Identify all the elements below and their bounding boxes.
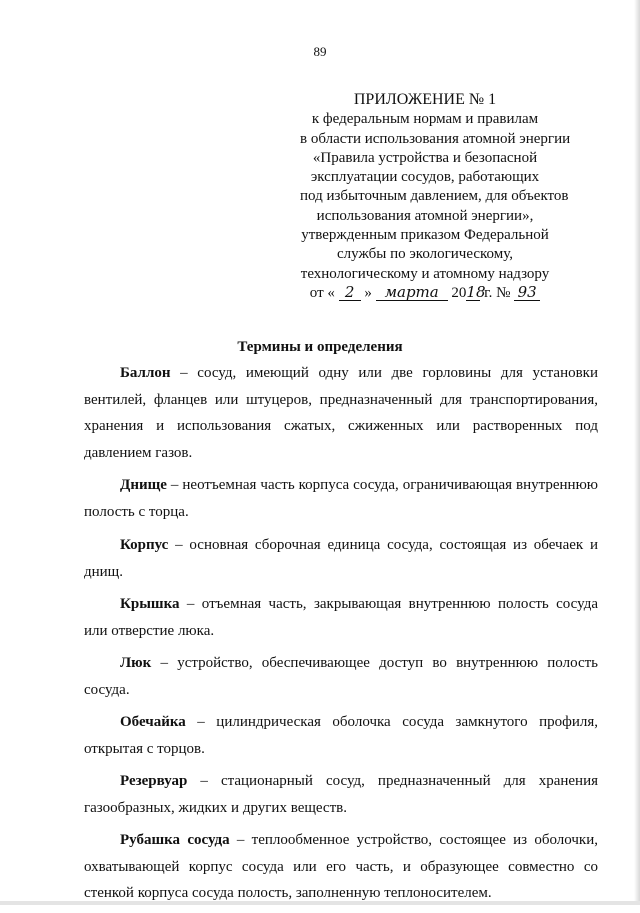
term-text: – сосуд, имеющий одну или две горловины для установки вентилей, фланцев или штуцеров, предназначенный для транспортирования, хранения и использования сжатых, сжиженных или растворенных под давлением газов. (84, 365, 598, 461)
term-text: – отъемная часть, закрывающая внутреннюю полость сосуда или отверстие люка. (84, 596, 598, 639)
order-year-after: г. № (484, 284, 511, 301)
order-prefix: от « (309, 284, 335, 301)
appendix-line: технологическому и атомному надзору (300, 265, 550, 282)
term-name: Корпус (120, 537, 169, 553)
term-text: – неотъемная часть корпуса сосуда, ограничивающая внутреннюю полость с торца. (84, 477, 598, 520)
page-number: 89 (313, 44, 327, 59)
term-name: Баллон (120, 365, 171, 381)
appendix-header (300, 90, 571, 303)
term-definition (84, 472, 598, 525)
term-name: Рубашка сосуда (120, 832, 230, 848)
appendix-title: ПРИЛОЖЕНИЕ № 1 (353, 91, 497, 108)
appendix-line: в области использования атомной энергии (300, 130, 571, 147)
term-definition (84, 591, 598, 644)
term-definition (84, 827, 598, 907)
term-text: – теплообменное устройство, состоящее из оболочки, охватывающей корпус сосуда или его часть, и образующее совместно со стенкой корпуса сосуда полость, заполненную теплоносителем. (84, 832, 598, 901)
order-close-quote: » (364, 284, 372, 301)
order-year-prefix: 20 (451, 284, 467, 301)
appendix-line: под избыточным давлением, для объектов (300, 188, 569, 205)
term-name: Люк (120, 655, 152, 671)
appendix-line: службы по экологическому, (337, 246, 513, 263)
appendix-line: эксплуатации сосудов, работающих (310, 169, 540, 186)
order-number: 93 (514, 285, 540, 301)
term-definition (84, 650, 598, 703)
term-name: Днище (120, 477, 167, 493)
scan-edge-shadow (634, 0, 640, 905)
term-name: Крышка (120, 596, 180, 612)
appendix-line: «Правила устройства и безопасной (312, 149, 538, 166)
scan-bottom-shadow (0, 901, 640, 905)
term-definition (84, 709, 598, 762)
appendix-line: использования атомной энергии», (316, 207, 534, 224)
terms-list (84, 360, 598, 913)
appendix-line: к федеральным нормам и правилам (311, 111, 539, 128)
term-name: Обечайка (120, 714, 186, 730)
term-name: Резервуар (120, 773, 188, 789)
order-year-suffix: 18 (466, 282, 486, 301)
order-month: марта (376, 285, 448, 301)
order-date-line (300, 284, 550, 303)
term-text: – стационарный сосуд, предназначенный для хранения газообразных, жидких и других веществ. (84, 773, 598, 816)
order-day: 2 (339, 285, 361, 301)
appendix-line: утвержденным приказом Федеральной (301, 227, 549, 244)
term-text: – основная сборочная единица сосуда, состоящая из обечаек и днищ. (84, 537, 598, 580)
term-definition (84, 768, 598, 821)
term-definition (84, 360, 598, 466)
term-text: – устройство, обеспечивающее доступ во внутреннюю полость сосуда. (84, 655, 598, 698)
term-definition (84, 532, 598, 585)
term-text: – цилиндрическая оболочка сосуда замкнутого профиля, открытая с торцов. (84, 714, 598, 757)
section-title: Термины и определения (237, 339, 403, 355)
